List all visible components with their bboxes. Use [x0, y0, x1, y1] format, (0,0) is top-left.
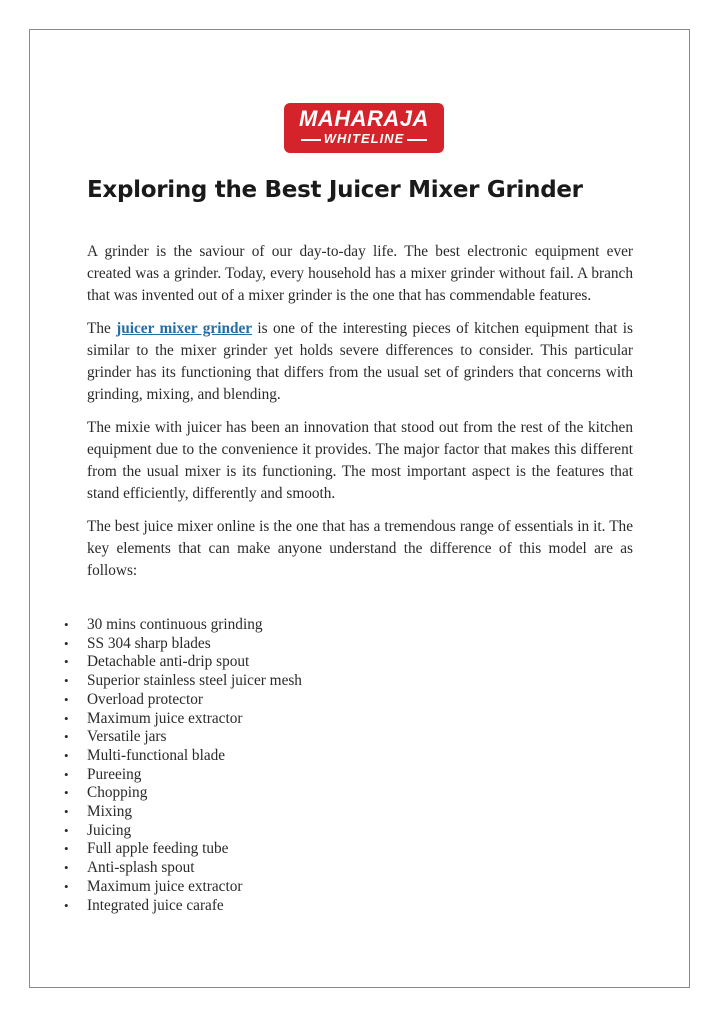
feature-list-item [64, 877, 302, 897]
paragraph-mixie-with-juicer: The mixie with juicer has been an innovation that stood out from the rest of the kitchen equipment due to the convenience it provides. The major factor that makes this different from the usual mixer is its functioning. The most important aspect is the features that stand efficiently, differently and smooth. [87, 419, 633, 502]
bullet-icon: • [64, 804, 69, 820]
feature-list-item [64, 616, 302, 635]
feature-list-item [64, 728, 302, 747]
bullet-icon: • [64, 729, 69, 745]
logo-sub-brand [284, 131, 444, 147]
paragraph-juicer-mixer [87, 318, 633, 406]
feature-list-item [64, 634, 302, 654]
feature-text: Overload protector [87, 690, 203, 708]
document-title: Exploring the Best Juicer Mixer Grinder [87, 177, 583, 203]
feature-list-item [64, 746, 302, 766]
logo-left-rule [301, 139, 321, 141]
feature-text: Maximum juice extractor [87, 877, 243, 895]
feature-text: Integrated juice carafe [87, 896, 224, 914]
logo-brand-name: MAHARAJA [299, 106, 429, 131]
bullet-icon: • [64, 673, 69, 689]
feature-list-item [64, 896, 302, 916]
bullet-icon: • [64, 710, 69, 726]
bullet-icon: • [64, 654, 69, 670]
feature-text: Mixing [87, 803, 133, 821]
paragraph-text-after-link: is one of the interesting pieces of kitchen equipment that is similar to the mixer grinder yet holds severe differences to consider. This particular grinder has its functioning that differs from the usual set of grinders that concerns with grinding, mixing, and blending. [87, 320, 633, 403]
feature-text: Superior stainless steel juicer mesh [87, 672, 302, 690]
feature-text: Juicing [87, 821, 132, 839]
logo-sub-brand-text: WHITELINE [323, 131, 405, 146]
bullet-icon: • [64, 860, 69, 876]
document-body [87, 241, 633, 593]
bullet-icon: • [64, 691, 69, 707]
bullet-icon: • [64, 635, 69, 651]
bullet-icon: • [64, 747, 69, 763]
juicer-mixer-grinder-link[interactable]: juicer mixer grinder [116, 320, 253, 337]
feature-list-item [64, 859, 302, 878]
bullet-icon: • [64, 841, 69, 857]
feature-list-item [64, 840, 302, 859]
feature-list [64, 616, 302, 915]
bullet-icon: • [64, 785, 69, 801]
feature-list-item [64, 672, 302, 691]
feature-list-item [64, 765, 302, 785]
feature-text: Versatile jars [87, 728, 167, 746]
paragraph-text-before-link: The [87, 320, 117, 337]
feature-list-item [64, 653, 302, 672]
feature-list-item [64, 709, 302, 729]
feature-text: 30 mins continuous grinding [87, 616, 263, 633]
feature-text: Chopping [87, 784, 148, 802]
feature-list-item [64, 803, 302, 822]
feature-text: Anti-splash spout [87, 859, 195, 877]
bullet-icon: • [64, 878, 69, 894]
bullet-icon: • [64, 897, 69, 913]
feature-list-item [64, 821, 302, 841]
feature-list-item [64, 690, 302, 710]
feature-text: SS 304 sharp blades [87, 634, 211, 652]
paragraph-intro: A grinder is the saviour of our day-to-day life. The best electronic equipment ever created was a grinder. Today, every household has a mixer grinder without fail. A branch that was invented out of a mixer grinder is the one that has commendable features. [87, 243, 633, 304]
paragraph-key-elements: The best juice mixer online is the one that has a tremendous range of essentials in it. The key elements that can make anyone understand the difference of this model are as follows: [87, 518, 633, 579]
feature-text: Maximum juice extractor [87, 709, 243, 727]
bullet-icon: • [64, 617, 69, 632]
logo-right-rule [407, 139, 427, 141]
feature-text: Detachable anti-drip spout [87, 653, 250, 671]
bullet-icon: • [64, 766, 69, 782]
feature-text: Pureeing [87, 765, 142, 783]
feature-list-item [64, 784, 302, 803]
feature-text: Full apple feeding tube [87, 840, 229, 858]
brand-logo [284, 103, 444, 153]
feature-text: Multi-functional blade [87, 746, 226, 764]
bullet-icon: • [64, 822, 69, 838]
